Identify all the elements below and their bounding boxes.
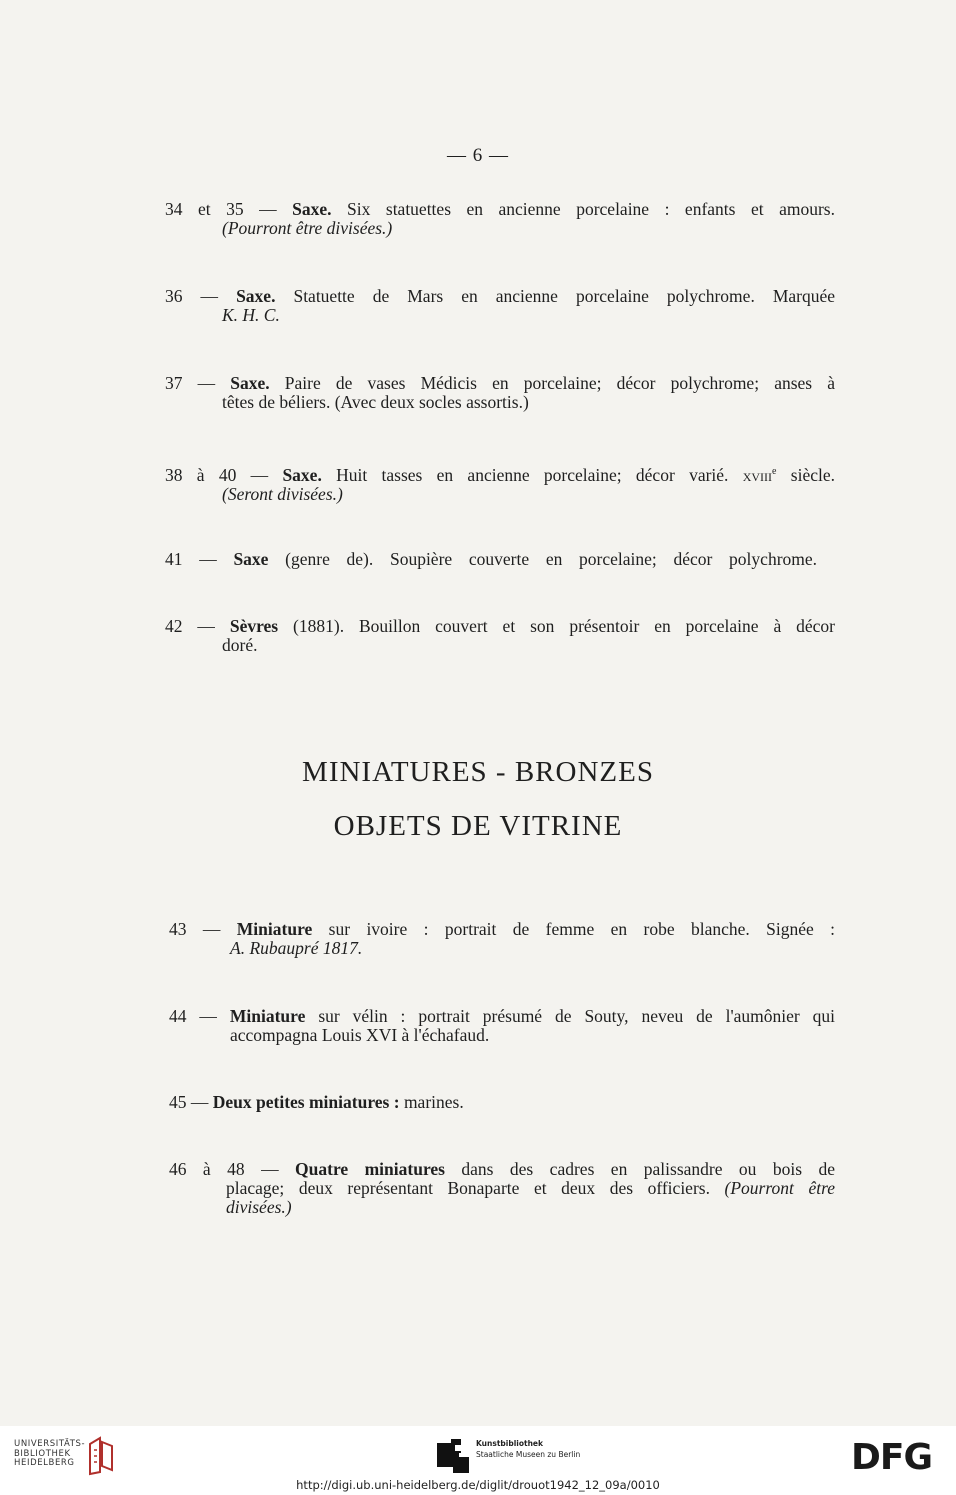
entry-first-line xyxy=(165,200,835,219)
catalog-entry-44 xyxy=(169,1007,835,1045)
lot-description: sur ivoire : portrait de femme en robe blanche. Signée : xyxy=(312,919,836,939)
lot-title: Quatre miniatures xyxy=(295,1159,445,1179)
entry-first-line xyxy=(165,617,835,636)
lot-number: 41 — xyxy=(165,549,217,569)
lot-description: Six statuettes en ancienne porcelaine : enfants et amours. xyxy=(331,199,835,219)
lot-description: dans des cadres en palissandre ou bois de xyxy=(444,1159,835,1179)
kb-title: Kunstbibliothek xyxy=(476,1439,544,1448)
lot-title: Saxe. xyxy=(230,373,270,393)
catalog-entry-37 xyxy=(165,374,835,412)
entry-first-line xyxy=(165,374,835,393)
ub-heidelberg-logo-icon xyxy=(86,1436,116,1476)
entry-first-line xyxy=(169,1160,835,1179)
lot-description: Huit tasses en ancienne porcelaine; décor varié. xyxy=(321,464,729,485)
lot-description: Statuette de Mars en ancienne porcelaine polychrome. Marquée xyxy=(275,286,836,306)
lot-note: (Pourront être xyxy=(724,1178,835,1198)
catalog-entry-41 xyxy=(165,550,817,569)
entry-first-line xyxy=(169,920,835,939)
entry-first-line xyxy=(169,1007,835,1026)
catalog-entry-36 xyxy=(165,287,835,325)
lot-description-cont: accompagna Louis XVI à l'échafaud. xyxy=(230,1025,490,1045)
ub-line1: UNIVERSITÄTS- xyxy=(14,1439,86,1449)
catalog-entry-43 xyxy=(169,920,835,958)
ub-heidelberg-logo-text xyxy=(14,1440,85,1469)
lot-title: Saxe. xyxy=(292,199,332,219)
section-title-line1: MINIATURES - BRONZES xyxy=(302,756,654,788)
lot-title: Sèvres xyxy=(229,616,279,636)
lot-note: (Seront divisées.) xyxy=(222,483,343,504)
kunstbibliothek-logo-icon xyxy=(437,1439,469,1473)
catalog-entry-38-40 xyxy=(165,462,835,504)
lot-description: (genre de). Soupière couverte en porcelaine; décor polychrome. xyxy=(268,549,818,569)
lot-number: 46 à 48 — xyxy=(169,1159,279,1179)
entry-second-line xyxy=(169,1179,835,1198)
lot-number: 42 — xyxy=(165,616,215,636)
entry-first-line xyxy=(165,287,835,306)
catalog-entry-42 xyxy=(165,617,835,655)
lot-number: 34 et 35 — xyxy=(165,199,277,219)
lot-description: marines. xyxy=(399,1092,464,1112)
century: xviii xyxy=(742,464,773,485)
ub-line2: BIBLIOTHEK xyxy=(14,1448,71,1459)
section-title-line2: OBJETS DE VITRINE xyxy=(333,810,623,842)
lot-note-end: divisées.) xyxy=(226,1197,292,1217)
entry-first-line xyxy=(165,550,817,569)
lot-description: Paire de vases Médicis en porcelaine; décor polychrome; anses à xyxy=(269,373,836,393)
lot-title: Saxe xyxy=(233,549,269,569)
lot-description-end: siècle. xyxy=(776,464,835,485)
lot-number: 36 — xyxy=(165,286,219,306)
century-sup: e xyxy=(772,466,777,477)
lot-number: 45 — xyxy=(169,1092,209,1112)
lot-description-cont: doré. xyxy=(222,635,258,655)
lot-note: (Pourront être divisées.) xyxy=(222,218,393,238)
entry-first-line xyxy=(169,1093,835,1112)
lot-description: sur vélin : portrait présumé de Souty, neveu de l'aumônier qui xyxy=(305,1006,836,1026)
lot-number: 37 — xyxy=(165,373,216,393)
page-number: — 6 — xyxy=(447,145,509,166)
kb-subtitle: Staatliche Museen zu Berlin xyxy=(476,1450,581,1459)
lot-title: Miniature xyxy=(236,919,313,939)
lot-number: 44 — xyxy=(169,1006,217,1026)
catalog-entry-45 xyxy=(169,1093,835,1112)
lot-number: 38 à 40 — xyxy=(165,464,269,485)
lot-title: Miniature xyxy=(229,1006,306,1026)
lot-title: Deux petites miniatures : xyxy=(212,1092,400,1112)
lot-number: 43 — xyxy=(169,919,221,939)
permalink-url[interactable]: http://digi.ub.uni-heidelberg.de/diglit/drouot1942_12_09a/0010 xyxy=(296,1478,660,1492)
lot-mark: K. H. C. xyxy=(222,305,280,325)
lot-description-cont: têtes de béliers. (Avec deux socles assortis.) xyxy=(222,392,529,412)
catalog-entry-46-48 xyxy=(169,1160,835,1217)
lot-title: Saxe. xyxy=(282,464,322,485)
dfg-logo: DFG xyxy=(851,1437,933,1478)
lot-signature: A. Rubaupré 1817. xyxy=(230,938,363,958)
ub-line3: HEIDELBERG xyxy=(14,1458,75,1468)
entry-first-line xyxy=(165,462,835,485)
lot-description: (1881). Bouillon couvert et son présentoir en porcelaine à décor xyxy=(278,616,835,636)
lot-description-cont: placage; deux représentant Bonaparte et deux des officiers. xyxy=(226,1178,710,1198)
kunstbibliothek-text xyxy=(476,1438,580,1460)
catalog-entry-34-35 xyxy=(165,200,835,238)
footer-bar xyxy=(0,1426,956,1495)
lot-title: Saxe. xyxy=(236,286,276,306)
